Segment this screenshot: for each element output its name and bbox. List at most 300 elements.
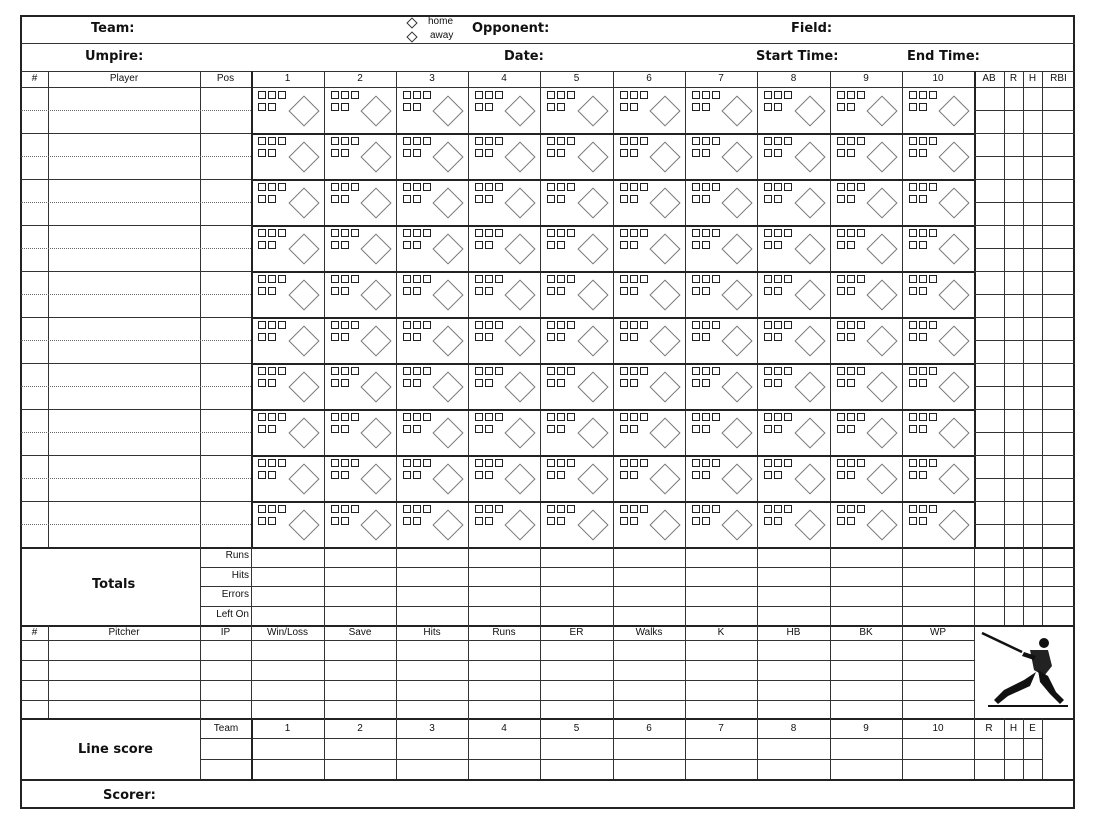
- at-bat-cell[interactable]: [758, 456, 829, 500]
- at-bat-cell[interactable]: [397, 364, 467, 408]
- ball-box[interactable]: [909, 505, 917, 513]
- strike-box[interactable]: [403, 379, 411, 387]
- at-bat-cell[interactable]: [758, 502, 829, 546]
- at-bat-cell[interactable]: [758, 364, 829, 408]
- ball-box[interactable]: [495, 321, 503, 329]
- ball-box[interactable]: [764, 413, 772, 421]
- ball-box[interactable]: [692, 137, 700, 145]
- ball-box[interactable]: [268, 367, 276, 375]
- strike-box[interactable]: [620, 287, 628, 295]
- ball-box[interactable]: [702, 367, 710, 375]
- strike-box[interactable]: [764, 517, 772, 525]
- ball-box[interactable]: [620, 367, 628, 375]
- ball-box[interactable]: [692, 367, 700, 375]
- ball-box[interactable]: [423, 367, 431, 375]
- ball-box[interactable]: [341, 183, 349, 191]
- ball-box[interactable]: [847, 137, 855, 145]
- ball-box[interactable]: [423, 321, 431, 329]
- ball-box[interactable]: [485, 367, 493, 375]
- ball-box[interactable]: [413, 413, 421, 421]
- ball-box[interactable]: [784, 459, 792, 467]
- ball-box[interactable]: [702, 321, 710, 329]
- ball-box[interactable]: [764, 137, 772, 145]
- ball-box[interactable]: [640, 321, 648, 329]
- at-bat-cell[interactable]: [397, 226, 467, 270]
- at-bat-cell[interactable]: [903, 364, 973, 408]
- strike-box[interactable]: [475, 103, 483, 111]
- strike-box[interactable]: [774, 149, 782, 157]
- at-bat-cell[interactable]: [903, 226, 973, 270]
- at-bat-cell[interactable]: [469, 502, 539, 546]
- at-bat-cell[interactable]: [831, 410, 901, 454]
- ball-box[interactable]: [278, 183, 286, 191]
- ball-box[interactable]: [485, 459, 493, 467]
- at-bat-cell[interactable]: [614, 272, 684, 316]
- strike-box[interactable]: [475, 425, 483, 433]
- strike-box[interactable]: [413, 517, 421, 525]
- at-bat-cell[interactable]: [325, 134, 395, 178]
- ball-box[interactable]: [774, 459, 782, 467]
- ball-box[interactable]: [774, 321, 782, 329]
- ball-box[interactable]: [547, 367, 555, 375]
- ball-box[interactable]: [857, 413, 865, 421]
- ball-box[interactable]: [547, 413, 555, 421]
- ball-box[interactable]: [331, 459, 339, 467]
- ball-box[interactable]: [929, 275, 937, 283]
- ball-box[interactable]: [557, 137, 565, 145]
- strike-box[interactable]: [341, 333, 349, 341]
- ball-box[interactable]: [692, 505, 700, 513]
- strike-box[interactable]: [475, 195, 483, 203]
- ball-box[interactable]: [423, 459, 431, 467]
- strike-box[interactable]: [847, 287, 855, 295]
- strike-box[interactable]: [620, 103, 628, 111]
- at-bat-cell[interactable]: [469, 180, 539, 224]
- at-bat-cell[interactable]: [831, 272, 901, 316]
- ball-box[interactable]: [258, 137, 266, 145]
- at-bat-cell[interactable]: [614, 364, 684, 408]
- strike-box[interactable]: [331, 195, 339, 203]
- at-bat-cell[interactable]: [325, 180, 395, 224]
- at-bat-cell[interactable]: [903, 318, 973, 362]
- strike-box[interactable]: [268, 195, 276, 203]
- ball-box[interactable]: [857, 459, 865, 467]
- ball-box[interactable]: [702, 91, 710, 99]
- strike-box[interactable]: [764, 195, 772, 203]
- strike-box[interactable]: [919, 287, 927, 295]
- strike-box[interactable]: [837, 471, 845, 479]
- at-bat-cell[interactable]: [469, 226, 539, 270]
- ball-box[interactable]: [620, 137, 628, 145]
- ball-box[interactable]: [278, 459, 286, 467]
- strike-box[interactable]: [702, 471, 710, 479]
- at-bat-cell[interactable]: [758, 410, 829, 454]
- strike-box[interactable]: [403, 241, 411, 249]
- strike-box[interactable]: [331, 241, 339, 249]
- at-bat-cell[interactable]: [831, 456, 901, 500]
- strike-box[interactable]: [774, 103, 782, 111]
- at-bat-cell[interactable]: [469, 410, 539, 454]
- ball-box[interactable]: [331, 275, 339, 283]
- at-bat-cell[interactable]: [469, 134, 539, 178]
- ball-box[interactable]: [403, 229, 411, 237]
- at-bat-cell[interactable]: [325, 272, 395, 316]
- ball-box[interactable]: [640, 137, 648, 145]
- strike-box[interactable]: [764, 287, 772, 295]
- strike-box[interactable]: [837, 241, 845, 249]
- at-bat-cell[interactable]: [541, 180, 612, 224]
- ball-box[interactable]: [567, 137, 575, 145]
- ball-box[interactable]: [857, 505, 865, 513]
- strike-box[interactable]: [403, 149, 411, 157]
- ball-box[interactable]: [857, 137, 865, 145]
- strike-box[interactable]: [620, 333, 628, 341]
- ball-box[interactable]: [495, 91, 503, 99]
- ball-box[interactable]: [702, 505, 710, 513]
- strike-box[interactable]: [774, 333, 782, 341]
- strike-box[interactable]: [837, 195, 845, 203]
- at-bat-cell[interactable]: [686, 410, 756, 454]
- at-bat-cell[interactable]: [686, 364, 756, 408]
- ball-box[interactable]: [929, 321, 937, 329]
- ball-box[interactable]: [567, 275, 575, 283]
- strike-box[interactable]: [331, 517, 339, 525]
- strike-box[interactable]: [547, 517, 555, 525]
- ball-box[interactable]: [413, 275, 421, 283]
- strike-box[interactable]: [268, 379, 276, 387]
- ball-box[interactable]: [413, 321, 421, 329]
- strike-box[interactable]: [909, 425, 917, 433]
- strike-box[interactable]: [258, 517, 266, 525]
- ball-box[interactable]: [413, 367, 421, 375]
- ball-box[interactable]: [919, 505, 927, 513]
- ball-box[interactable]: [557, 91, 565, 99]
- ball-box[interactable]: [620, 229, 628, 237]
- ball-box[interactable]: [774, 183, 782, 191]
- ball-box[interactable]: [847, 321, 855, 329]
- ball-box[interactable]: [929, 459, 937, 467]
- at-bat-cell[interactable]: [686, 456, 756, 500]
- ball-box[interactable]: [847, 505, 855, 513]
- ball-box[interactable]: [413, 137, 421, 145]
- strike-box[interactable]: [268, 471, 276, 479]
- strike-box[interactable]: [485, 425, 493, 433]
- ball-box[interactable]: [712, 91, 720, 99]
- at-bat-cell[interactable]: [686, 88, 756, 132]
- strike-box[interactable]: [630, 333, 638, 341]
- strike-box[interactable]: [403, 517, 411, 525]
- ball-box[interactable]: [567, 459, 575, 467]
- ball-box[interactable]: [258, 91, 266, 99]
- strike-box[interactable]: [547, 333, 555, 341]
- ball-box[interactable]: [909, 459, 917, 467]
- ball-box[interactable]: [774, 91, 782, 99]
- ball-box[interactable]: [351, 91, 359, 99]
- ball-box[interactable]: [423, 91, 431, 99]
- strike-box[interactable]: [413, 333, 421, 341]
- strike-box[interactable]: [764, 103, 772, 111]
- ball-box[interactable]: [495, 505, 503, 513]
- at-bat-cell[interactable]: [831, 318, 901, 362]
- ball-box[interactable]: [403, 505, 411, 513]
- ball-box[interactable]: [929, 91, 937, 99]
- at-bat-cell[interactable]: [614, 456, 684, 500]
- ball-box[interactable]: [341, 459, 349, 467]
- strike-box[interactable]: [837, 287, 845, 295]
- ball-box[interactable]: [485, 229, 493, 237]
- strike-box[interactable]: [403, 195, 411, 203]
- ball-box[interactable]: [857, 229, 865, 237]
- ball-box[interactable]: [774, 229, 782, 237]
- ball-box[interactable]: [630, 413, 638, 421]
- strike-box[interactable]: [630, 517, 638, 525]
- ball-box[interactable]: [475, 183, 483, 191]
- strike-box[interactable]: [413, 195, 421, 203]
- ball-box[interactable]: [847, 367, 855, 375]
- ball-box[interactable]: [547, 229, 555, 237]
- strike-box[interactable]: [630, 241, 638, 249]
- strike-box[interactable]: [774, 287, 782, 295]
- at-bat-cell[interactable]: [252, 180, 323, 224]
- ball-box[interactable]: [764, 505, 772, 513]
- strike-box[interactable]: [341, 241, 349, 249]
- at-bat-cell[interactable]: [325, 410, 395, 454]
- strike-box[interactable]: [547, 149, 555, 157]
- strike-box[interactable]: [341, 379, 349, 387]
- ball-box[interactable]: [341, 275, 349, 283]
- ball-box[interactable]: [341, 229, 349, 237]
- at-bat-cell[interactable]: [541, 318, 612, 362]
- at-bat-cell[interactable]: [758, 88, 829, 132]
- ball-box[interactable]: [919, 413, 927, 421]
- strike-box[interactable]: [847, 241, 855, 249]
- strike-box[interactable]: [268, 333, 276, 341]
- ball-box[interactable]: [341, 367, 349, 375]
- ball-box[interactable]: [702, 459, 710, 467]
- ball-box[interactable]: [413, 459, 421, 467]
- ball-box[interactable]: [764, 275, 772, 283]
- ball-box[interactable]: [547, 321, 555, 329]
- ball-box[interactable]: [847, 413, 855, 421]
- strike-box[interactable]: [692, 517, 700, 525]
- strike-box[interactable]: [919, 517, 927, 525]
- strike-box[interactable]: [837, 379, 845, 387]
- at-bat-cell[interactable]: [686, 226, 756, 270]
- ball-box[interactable]: [640, 183, 648, 191]
- ball-box[interactable]: [630, 321, 638, 329]
- ball-box[interactable]: [712, 183, 720, 191]
- ball-box[interactable]: [630, 137, 638, 145]
- ball-box[interactable]: [909, 137, 917, 145]
- ball-box[interactable]: [630, 367, 638, 375]
- ball-box[interactable]: [423, 229, 431, 237]
- strike-box[interactable]: [413, 241, 421, 249]
- ball-box[interactable]: [278, 321, 286, 329]
- ball-box[interactable]: [258, 275, 266, 283]
- ball-box[interactable]: [929, 367, 937, 375]
- strike-box[interactable]: [475, 149, 483, 157]
- ball-box[interactable]: [712, 367, 720, 375]
- strike-box[interactable]: [258, 425, 266, 433]
- strike-box[interactable]: [919, 333, 927, 341]
- strike-box[interactable]: [413, 103, 421, 111]
- ball-box[interactable]: [278, 91, 286, 99]
- at-bat-cell[interactable]: [397, 318, 467, 362]
- ball-box[interactable]: [557, 367, 565, 375]
- ball-box[interactable]: [413, 505, 421, 513]
- at-bat-cell[interactable]: [541, 272, 612, 316]
- ball-box[interactable]: [331, 413, 339, 421]
- strike-box[interactable]: [837, 517, 845, 525]
- ball-box[interactable]: [847, 459, 855, 467]
- ball-box[interactable]: [268, 413, 276, 421]
- ball-box[interactable]: [423, 413, 431, 421]
- at-bat-cell[interactable]: [614, 88, 684, 132]
- strike-box[interactable]: [630, 103, 638, 111]
- ball-box[interactable]: [712, 137, 720, 145]
- ball-box[interactable]: [413, 229, 421, 237]
- strike-box[interactable]: [475, 517, 483, 525]
- ball-box[interactable]: [837, 459, 845, 467]
- at-bat-cell[interactable]: [252, 272, 323, 316]
- ball-box[interactable]: [712, 505, 720, 513]
- ball-box[interactable]: [475, 137, 483, 145]
- at-bat-cell[interactable]: [397, 88, 467, 132]
- strike-box[interactable]: [547, 471, 555, 479]
- ball-box[interactable]: [268, 459, 276, 467]
- at-bat-cell[interactable]: [758, 226, 829, 270]
- ball-box[interactable]: [278, 275, 286, 283]
- ball-box[interactable]: [784, 275, 792, 283]
- ball-box[interactable]: [258, 321, 266, 329]
- ball-box[interactable]: [640, 413, 648, 421]
- strike-box[interactable]: [774, 195, 782, 203]
- strike-box[interactable]: [268, 241, 276, 249]
- strike-box[interactable]: [547, 287, 555, 295]
- ball-box[interactable]: [278, 367, 286, 375]
- at-bat-cell[interactable]: [252, 364, 323, 408]
- ball-box[interactable]: [495, 275, 503, 283]
- ball-box[interactable]: [547, 505, 555, 513]
- ball-box[interactable]: [557, 275, 565, 283]
- strike-box[interactable]: [764, 149, 772, 157]
- ball-box[interactable]: [495, 367, 503, 375]
- ball-box[interactable]: [630, 459, 638, 467]
- strike-box[interactable]: [774, 517, 782, 525]
- strike-box[interactable]: [547, 425, 555, 433]
- ball-box[interactable]: [909, 321, 917, 329]
- strike-box[interactable]: [403, 333, 411, 341]
- strike-box[interactable]: [557, 149, 565, 157]
- ball-box[interactable]: [547, 275, 555, 283]
- ball-box[interactable]: [485, 413, 493, 421]
- ball-box[interactable]: [557, 413, 565, 421]
- ball-box[interactable]: [692, 459, 700, 467]
- strike-box[interactable]: [268, 287, 276, 295]
- strike-box[interactable]: [702, 149, 710, 157]
- strike-box[interactable]: [919, 379, 927, 387]
- at-bat-cell[interactable]: [325, 456, 395, 500]
- at-bat-cell[interactable]: [614, 180, 684, 224]
- ball-box[interactable]: [331, 91, 339, 99]
- at-bat-cell[interactable]: [903, 180, 973, 224]
- ball-box[interactable]: [784, 413, 792, 421]
- ball-box[interactable]: [403, 275, 411, 283]
- strike-box[interactable]: [341, 149, 349, 157]
- ball-box[interactable]: [567, 91, 575, 99]
- ball-box[interactable]: [485, 183, 493, 191]
- strike-box[interactable]: [847, 379, 855, 387]
- ball-box[interactable]: [620, 275, 628, 283]
- strike-box[interactable]: [475, 287, 483, 295]
- strike-box[interactable]: [630, 425, 638, 433]
- strike-box[interactable]: [764, 241, 772, 249]
- ball-box[interactable]: [784, 321, 792, 329]
- strike-box[interactable]: [403, 287, 411, 295]
- ball-box[interactable]: [909, 413, 917, 421]
- at-bat-cell[interactable]: [686, 272, 756, 316]
- ball-box[interactable]: [258, 229, 266, 237]
- strike-box[interactable]: [919, 149, 927, 157]
- at-bat-cell[interactable]: [831, 180, 901, 224]
- strike-box[interactable]: [909, 149, 917, 157]
- ball-box[interactable]: [640, 505, 648, 513]
- ball-box[interactable]: [423, 275, 431, 283]
- ball-box[interactable]: [495, 137, 503, 145]
- strike-box[interactable]: [485, 149, 493, 157]
- ball-box[interactable]: [712, 229, 720, 237]
- strike-box[interactable]: [837, 333, 845, 341]
- strike-box[interactable]: [485, 333, 493, 341]
- ball-box[interactable]: [278, 229, 286, 237]
- strike-box[interactable]: [774, 471, 782, 479]
- ball-box[interactable]: [630, 275, 638, 283]
- ball-box[interactable]: [774, 275, 782, 283]
- strike-box[interactable]: [485, 471, 493, 479]
- at-bat-cell[interactable]: [469, 272, 539, 316]
- strike-box[interactable]: [847, 425, 855, 433]
- at-bat-cell[interactable]: [469, 456, 539, 500]
- strike-box[interactable]: [331, 103, 339, 111]
- strike-box[interactable]: [847, 195, 855, 203]
- ball-box[interactable]: [764, 229, 772, 237]
- ball-box[interactable]: [485, 321, 493, 329]
- strike-box[interactable]: [847, 149, 855, 157]
- strike-box[interactable]: [403, 103, 411, 111]
- at-bat-cell[interactable]: [325, 318, 395, 362]
- ball-box[interactable]: [919, 275, 927, 283]
- ball-box[interactable]: [640, 367, 648, 375]
- ball-box[interactable]: [692, 275, 700, 283]
- strike-box[interactable]: [620, 149, 628, 157]
- at-bat-cell[interactable]: [831, 502, 901, 546]
- at-bat-cell[interactable]: [614, 134, 684, 178]
- ball-box[interactable]: [485, 91, 493, 99]
- at-bat-cell[interactable]: [903, 88, 973, 132]
- ball-box[interactable]: [258, 505, 266, 513]
- ball-box[interactable]: [475, 367, 483, 375]
- at-bat-cell[interactable]: [903, 410, 973, 454]
- strike-box[interactable]: [919, 103, 927, 111]
- at-bat-cell[interactable]: [541, 134, 612, 178]
- strike-box[interactable]: [909, 241, 917, 249]
- at-bat-cell[interactable]: [252, 226, 323, 270]
- ball-box[interactable]: [351, 413, 359, 421]
- ball-box[interactable]: [837, 229, 845, 237]
- at-bat-cell[interactable]: [252, 88, 323, 132]
- ball-box[interactable]: [351, 367, 359, 375]
- strike-box[interactable]: [847, 517, 855, 525]
